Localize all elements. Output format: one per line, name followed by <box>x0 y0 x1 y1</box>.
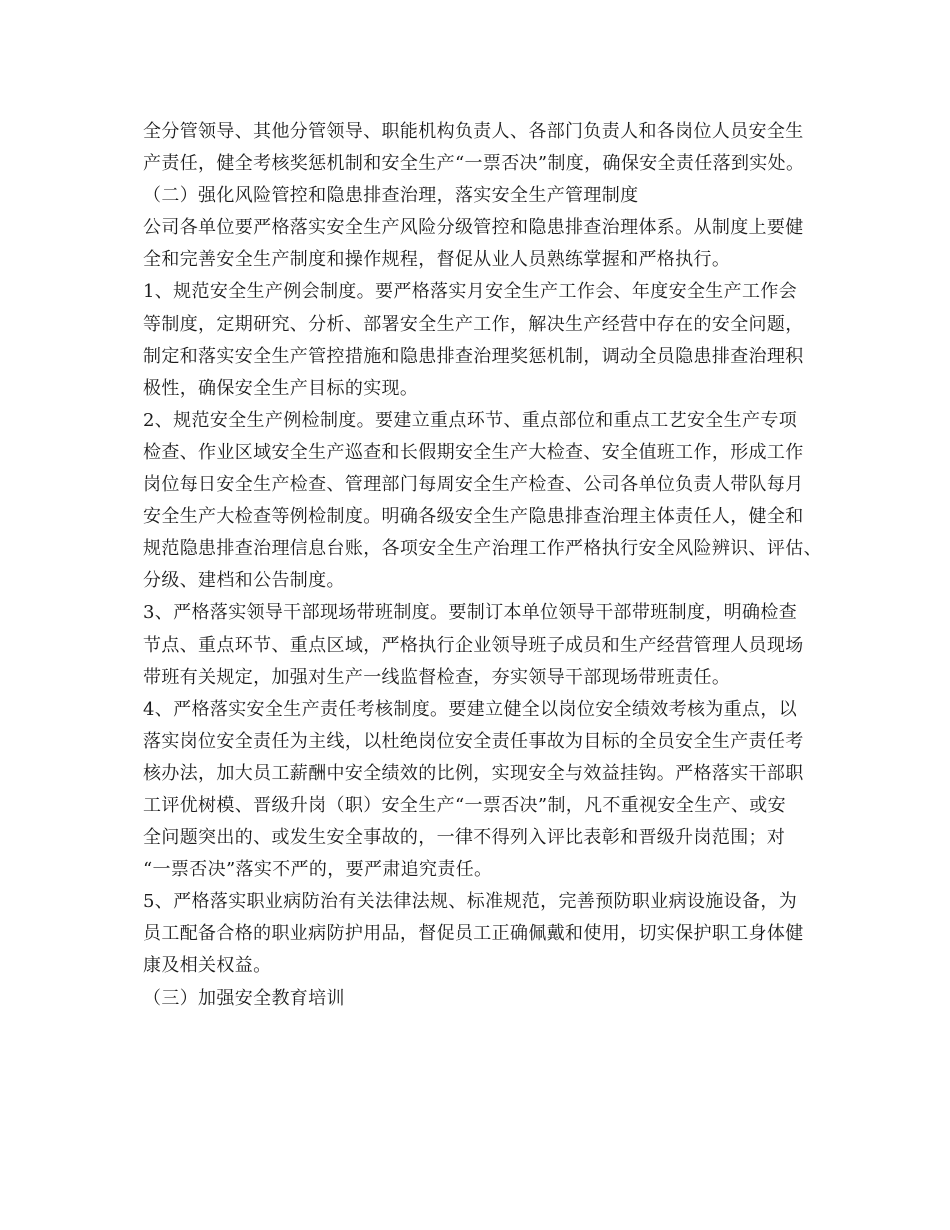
text-line: 分级、建档和公告制度。 <box>143 570 345 592</box>
text-line: 全分管领导、其他分管领导、职能机构负责人、各部门负责人和各岗位人员安全生 <box>143 121 804 142</box>
text-line: 全问题突出的、或发生安全事故的，一律不得列入评比表彰和晋级升岗范围；对 <box>143 827 786 849</box>
text-line: 极性，确保安全生产目标的实现。 <box>143 377 419 399</box>
text-line: 3、严格落实领导干部现场带班制度。要制订本单位领导干部带班制度，明确检查 <box>143 602 798 624</box>
text-line: 节点、重点环节、重点区域，严格执行企业领导班子成员和生产经营管理人员现场 <box>143 634 804 656</box>
text-line: 检查、作业区域安全生产巡查和长假期安全生产大检查、安全值班工作，形成工作 <box>143 441 804 463</box>
text-line: 2、规范安全生产例检制度。要建立重点环节、重点部位和重点工艺安全生产专项 <box>143 409 798 431</box>
text-line: 落实岗位安全责任为主线，以杜绝岗位安全责任事故为目标的全员安全生产责任考 <box>143 730 804 752</box>
text-line: 员工配备合格的职业病防护用品，督促员工正确佩戴和使用，切实保护职工身体健 <box>143 923 804 945</box>
text-line: 安全生产大检查等例检制度。明确各级安全生产隐患排查治理主体责任人，健全和 <box>143 506 804 528</box>
text-line: 核办法，加大员工薪酬中安全绩效的比例，实现安全与效益挂钩。严格落实干部职 <box>143 762 804 784</box>
text-line: 1、规范安全生产例会制度。要严格落实月安全生产工作会、年度安全生产工作会 <box>143 281 798 303</box>
text-line: 制定和落实安全生产管控措施和隐患排查治理奖惩机制，调动全员隐患排查治理积 <box>143 345 804 367</box>
text-line: 全和完善安全生产制度和操作规程，督促从业人员熟练掌握和严格执行。 <box>143 249 731 271</box>
text-line: 等制度，定期研究、分析、部署安全生产工作，解决生产经营中存在的安全问题， <box>143 313 804 335</box>
text-line: 规范隐患排查治理信息台账，各项安全生产治理工作严格执行安全风险辨识、评估、 <box>143 538 822 560</box>
text-line: 产责任，健全考核奖惩机制和安全生产“一票否决”制度，确保安全责任落到实处。 <box>143 153 805 175</box>
section-heading: （三）加强安全教育培训 <box>143 987 345 1009</box>
text-line: 工评优树模、晋级升岗（职）安全生产“一票否决”制，凡不重视安全生产、或安 <box>143 794 787 816</box>
text-line: 康及相关权益。 <box>143 955 272 977</box>
text-line: 带班有关规定，加强对生产一线监督检查，夯实领导干部现场带班责任。 <box>143 666 731 688</box>
section-heading: （二）强化风险管控和隐患排查治理，落实安全生产管理制度 <box>143 185 639 207</box>
text-line: 公司各单位要严格落实安全生产风险分级管控和隐患排查治理体系。从制度上要健 <box>143 217 804 239</box>
text-line: “一票否决”落实不严的，要严肃追究责任。 <box>143 859 493 881</box>
text-line: 岗位每日安全生产检查、管理部门每周安全生产检查、公司各单位负责人带队每月 <box>143 474 804 496</box>
text-line: 4、严格落实安全生产责任考核制度。要建立健全以岗位安全绩效考核为重点，以 <box>143 698 798 720</box>
text-line: 5、严格落实职业病防治有关法律法规、标准规范，完善预防职业病设施设备，为 <box>143 891 798 913</box>
